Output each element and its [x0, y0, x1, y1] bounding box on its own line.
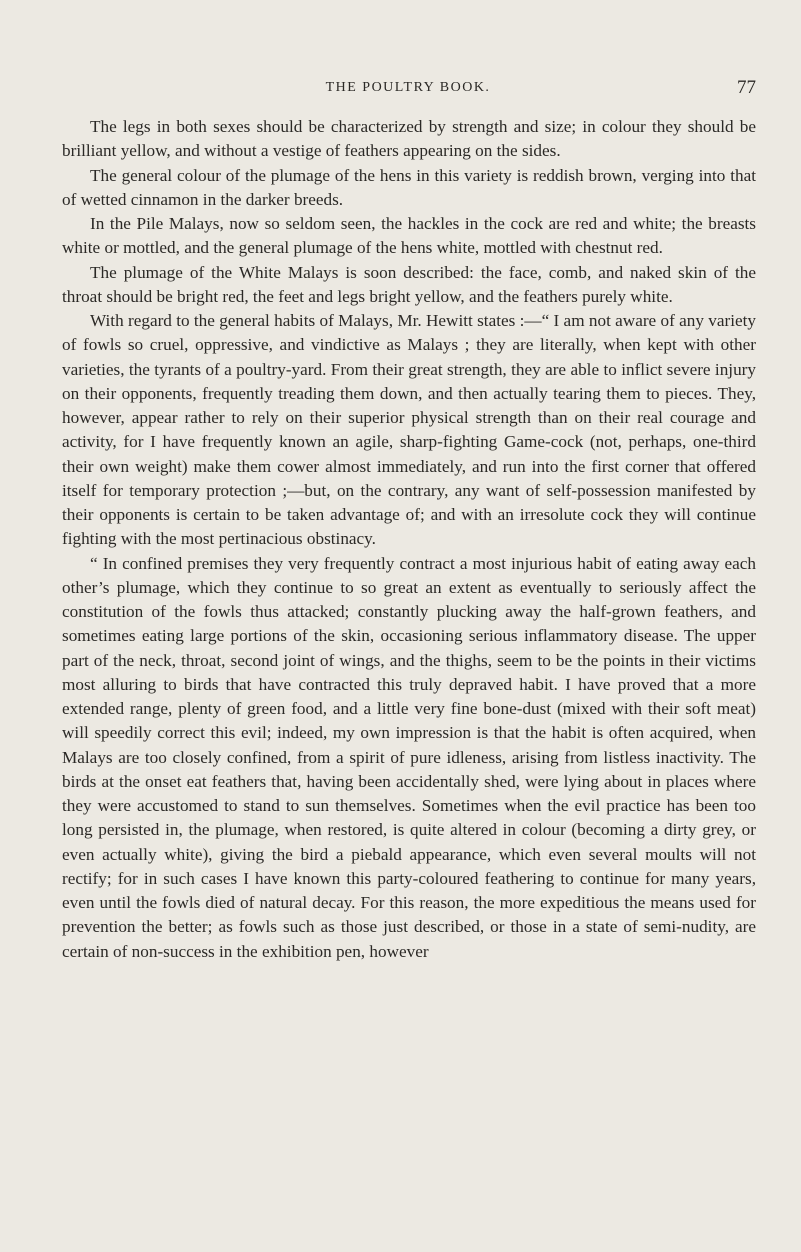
paragraph-legs: The legs in both sexes should be characterized by strength and size; in colour they should be brilliant yellow, and without a vestige of feathers appearing on the sides. [62, 117, 756, 161]
paragraph-feather-eating: “ In confined premises they very frequently contract a most injurious habit of eating away each other’s plumage, which they continue to so great an extent as eventually to seriously affect the constitution of the fowls thus attacked; constantly plucking away the half-grown feathers, and sometimes eating large portions of the skin, occasioning serious inflammatory disease. The upper part of the neck, throat, second joint of wings, and the thighs, seem to be the points in their victims most alluring to birds that have contracted this truly depraved habit. I have proved that a more extended range, plenty of green food, and a little very fine bone-dust (mixed with their soft meat) will speedily correct this evil; indeed, my own impression is that the habit is often acquired, when Malays are too closely confined, from a spirit of pure idleness, arising from listless inactivity. The birds at the onset eat feathers that, having been accidentally shed, were lying about in places where they were accustomed to stand to sun themselves. Sometimes when the evil practice has been too long persisted in, the plumage, when restored, is quite altered in colour (becoming a dirty grey, or even actually white), giving the bird a piebald appearance, which even several moults will not rectify; for in such cases I have known this party-coloured feathering to continue for many years, even until the fowls died of natural decay. For this reason, the more expeditious the means used for prevention the better; as fowls such as those just described, or those in a state of semi-nudity, are certain of non-success in the exhibition pen, however [62, 553, 756, 961]
body-text [62, 115, 756, 964]
paragraph-hen-colour: The general colour of the plumage of the hens in this variety is reddish brown, verging into that of wetted cinnamon in the darker breeds. [62, 165, 756, 209]
running-head [60, 77, 756, 104]
paragraph-habits: With regard to the general habits of Malays, Mr. Hewitt states :—“ I am not aware of any variety of fowls so cruel, oppressive, and vindictive as Malays ; they are literally, when kept with other varieties, the tyrants of a poultry-yard. From their great strength, they are able to inflict severe injury on their opponents, frequently treading them down, and then actually tearing them to pieces. They, however, appear rather to rely on their superior physical strength than on their real courage and activity, for I have frequently known an agile, sharp-fighting Game-cock (not, perhaps, one-third their own weight) make them cower almost immediately, and run into the first corner that offered itself for temporary protection ;—but, on the contrary, any want of self-possession manifested by their opponents is certain to be taken advantage of; and with an irresolute cock they will continue fighting with the most pertinacious obstinacy. [62, 311, 756, 549]
paragraph-pile-malays: In the Pile Malays, now so seldom seen, the hackles in the cock are red and white; the breasts white or mottled, and the general plumage of the hens white, mottled with chestnut red. [62, 214, 756, 258]
paragraph-white-malays: The plumage of the White Malays is soon described: the face, comb, and naked skin of the throat should be bright red, the feet and legs bright yellow, and the feathers purely white. [62, 262, 756, 306]
running-title: THE POULTRY BOOK. [325, 80, 491, 95]
page-number: 77 [737, 77, 756, 98]
